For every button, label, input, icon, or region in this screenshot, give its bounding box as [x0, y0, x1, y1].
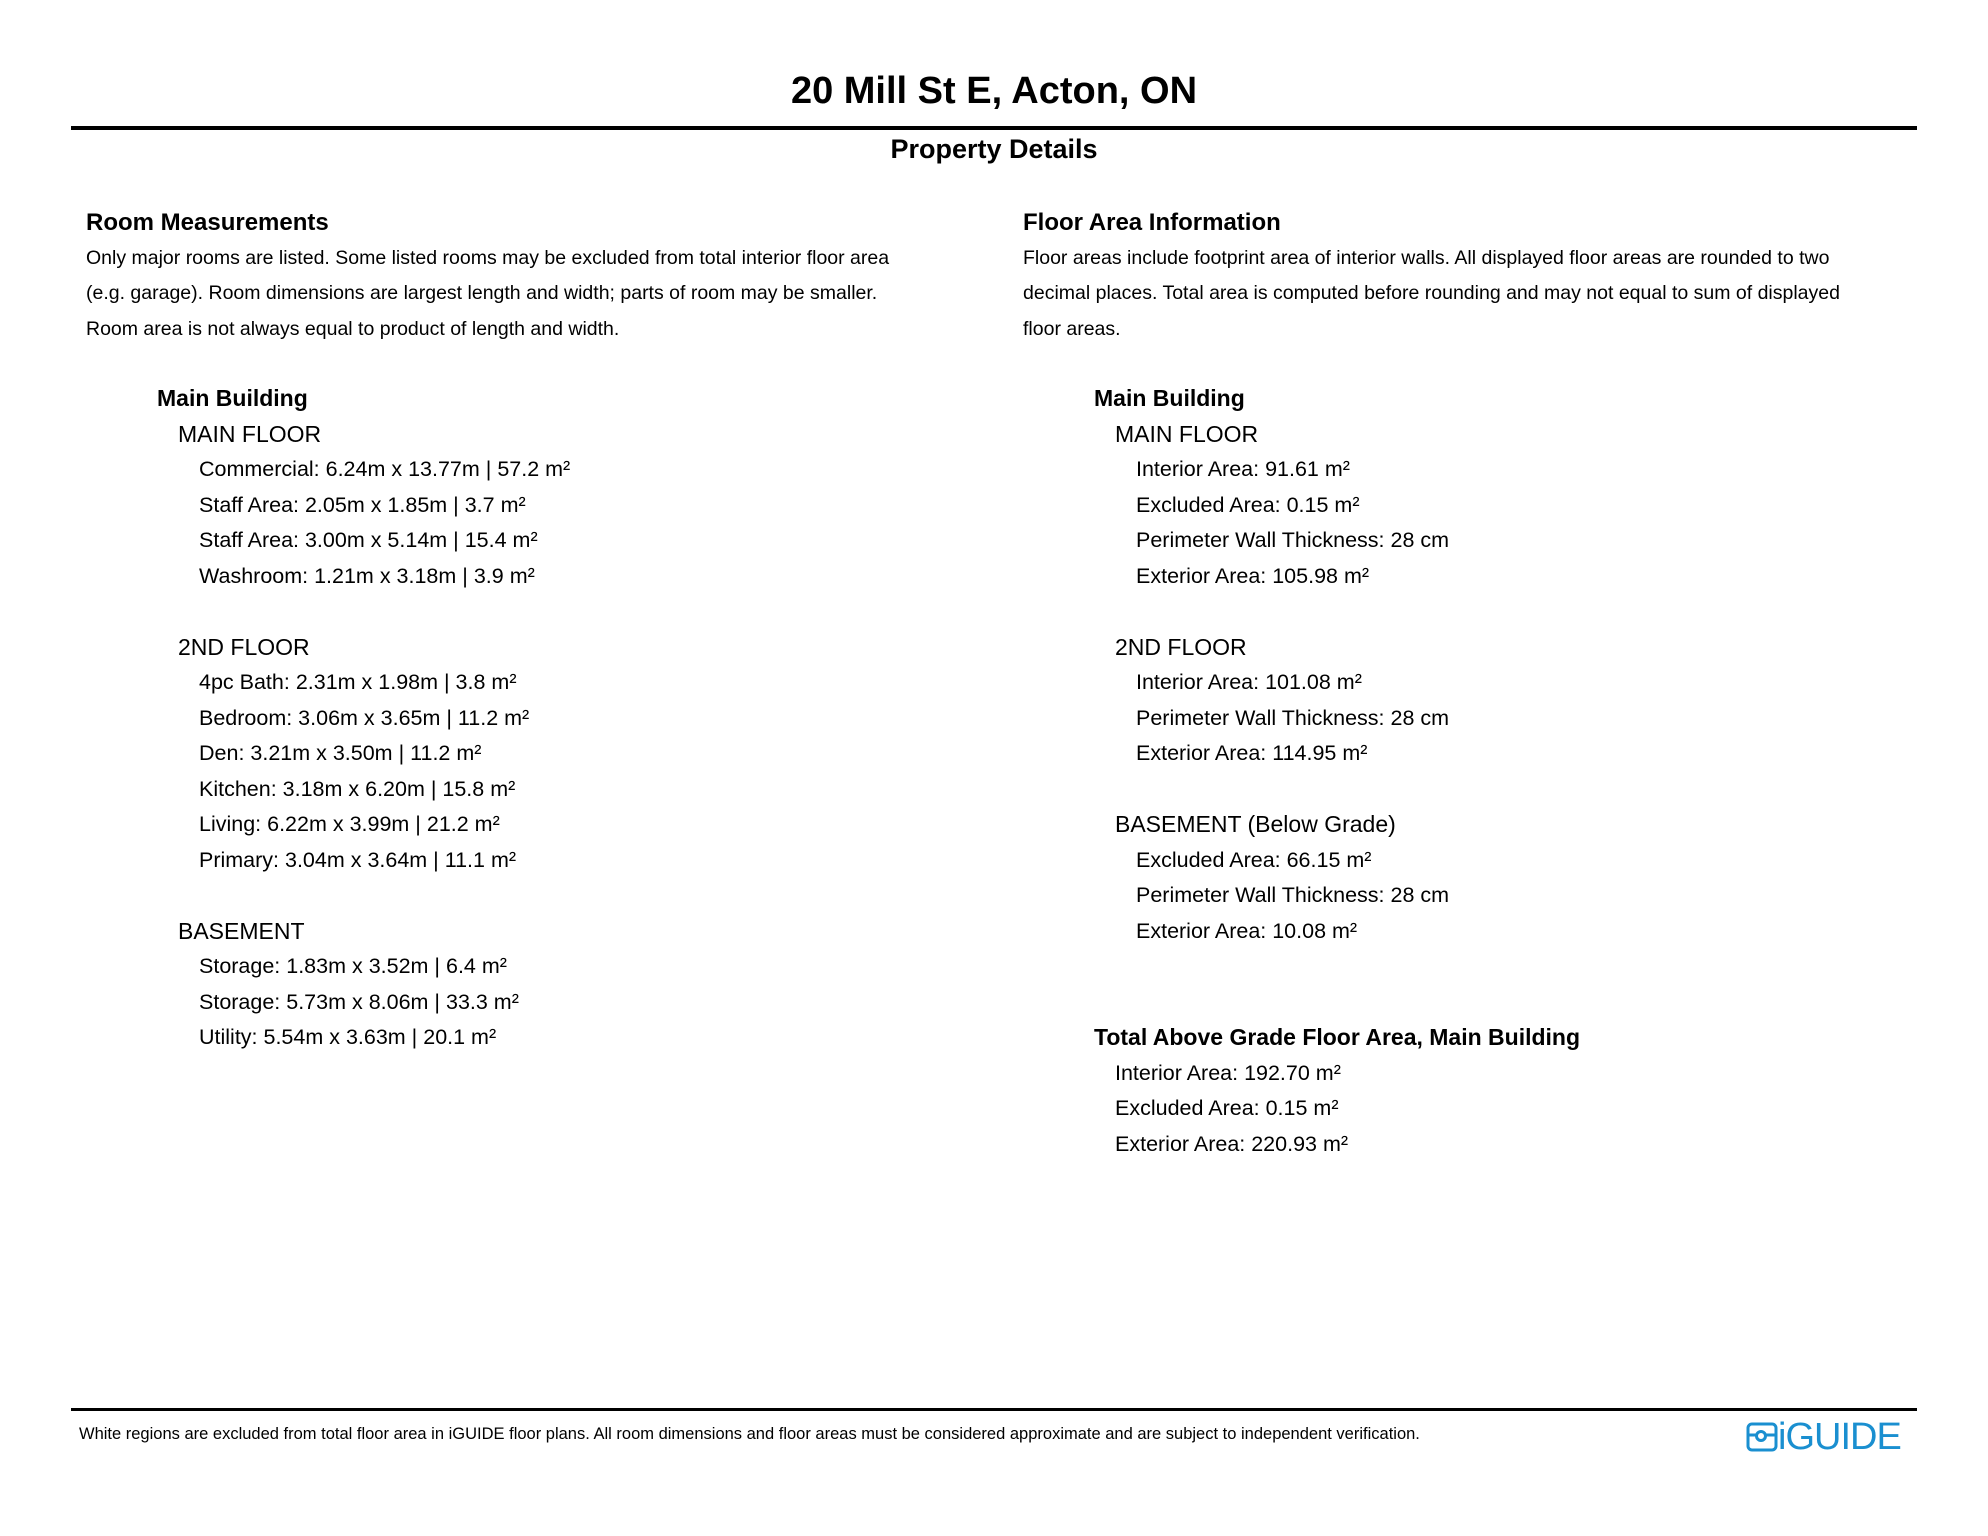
room-item: Staff Area: 2.05m x 1.85m | 3.7 m² — [199, 492, 526, 517]
total-item: Exterior Area: 220.93 m² — [1115, 1131, 1349, 1156]
logo-text: iGUIDE — [1778, 1416, 1901, 1458]
floor-area-item: Excluded Area: 0.15 m² — [1136, 492, 1360, 517]
floor-area-section — [1023, 205, 1943, 1162]
page-title: 20 Mill St E, Acton, ON — [790, 70, 1198, 112]
description-line: Only major rooms are listed. Some listed rooms may be excluded from total interior floor area — [86, 246, 890, 269]
floor-area-item: Interior Area: 91.61 m² — [1136, 457, 1350, 481]
floor-area-item: Interior Area: 101.08 m² — [1136, 670, 1362, 694]
spacer — [1023, 772, 1943, 808]
footer-disclaimer: White regions are excluded from total floor area in iGUIDE floor plans. All room dimensions and floor areas must be considered approximate and are subject to independent verification. — [79, 1425, 1420, 1443]
room-item: Utility: 5.54m x 3.63m | 20.1 m² — [199, 1025, 497, 1049]
total-heading: Total Above Grade Floor Area, Main Building — [1094, 1024, 1581, 1050]
section-heading: Floor Area Information — [1023, 209, 1281, 236]
room-item: Primary: 3.04m x 3.64m | 11.1 m² — [199, 847, 517, 872]
section-description — [86, 241, 986, 348]
floor-area-item: Excluded Area: 66.15 m² — [1136, 847, 1372, 872]
description-line: (e.g. garage). Room dimensions are largest length and width; parts of room may be smaller. — [86, 282, 878, 304]
floor-heading: 2ND FLOOR — [178, 633, 310, 660]
room-item: Storage: 1.83m x 3.52m | 6.4 m² — [199, 954, 507, 978]
section-description — [1023, 241, 1943, 348]
room-item: Washroom: 1.21m x 3.18m | 3.9 m² — [199, 563, 535, 588]
floor-heading: MAIN FLOOR — [1115, 420, 1259, 447]
floor-heading: 2ND FLOOR — [1115, 633, 1247, 660]
footer-divider — [71, 1408, 1917, 1411]
floor-area-item: Perimeter Wall Thickness: 28 cm — [1136, 705, 1450, 730]
description-line: Floor areas include footprint area of interior walls. All displayed floor areas are rounded to two — [1023, 246, 1830, 269]
floor-area-item: Exterior Area: 105.98 m² — [1136, 563, 1370, 588]
floor-heading: MAIN FLOOR — [178, 420, 322, 447]
floor-area-item: Exterior Area: 10.08 m² — [1136, 918, 1358, 943]
room-item: Bedroom: 3.06m x 3.65m | 11.2 m² — [199, 705, 530, 730]
room-item: 4pc Bath: 2.31m x 1.98m | 3.8 m² — [199, 670, 517, 694]
building-heading: Main Building — [1094, 385, 1245, 411]
description-line: decimal places. Total area is computed before rounding and may not equal to sum of displayed — [1023, 282, 1840, 304]
floor-area-list — [1023, 381, 1943, 1162]
description-line: floor areas. — [1023, 317, 1121, 340]
room-item: Kitchen: 3.18m x 6.20m | 15.8 m² — [199, 776, 516, 801]
header-divider — [71, 126, 1917, 130]
spacer — [1023, 594, 1943, 630]
camera-icon — [1746, 1421, 1778, 1453]
spacer — [86, 878, 986, 914]
room-item: Storage: 5.73m x 8.06m | 33.3 m² — [199, 989, 519, 1014]
total-item: Interior Area: 192.70 m² — [1115, 1060, 1341, 1085]
spacer — [86, 594, 986, 630]
floor-heading: BASEMENT — [178, 917, 305, 944]
building-heading: Main Building — [157, 385, 308, 411]
room-item: Commercial: 6.24m x 13.77m | 57.2 m² — [199, 457, 571, 481]
room-item: Staff Area: 3.00m x 5.14m | 15.4 m² — [199, 528, 538, 552]
room-item: Living: 6.22m x 3.99m | 21.2 m² — [199, 812, 500, 836]
total-item: Excluded Area: 0.15 m² — [1115, 1096, 1339, 1120]
floor-area-item: Perimeter Wall Thickness: 28 cm — [1136, 883, 1450, 907]
room-item: Den: 3.21m x 3.50m | 11.2 m² — [199, 741, 482, 765]
floor-area-item: Perimeter Wall Thickness: 28 cm — [1136, 528, 1450, 552]
iguide-logo — [1746, 1418, 1901, 1456]
floor-heading: BASEMENT (Below Grade) — [1115, 811, 1396, 837]
spacer — [1023, 949, 1943, 985]
room-list — [86, 381, 986, 1056]
floor-area-item: Exterior Area: 114.95 m² — [1136, 741, 1368, 765]
room-measurements-section — [86, 205, 986, 1056]
section-heading: Room Measurements — [86, 209, 329, 236]
description-line: Room area is not always equal to product of length and width. — [86, 317, 620, 340]
spacer — [1023, 985, 1943, 1021]
page-subtitle: Property Details — [890, 134, 1098, 164]
